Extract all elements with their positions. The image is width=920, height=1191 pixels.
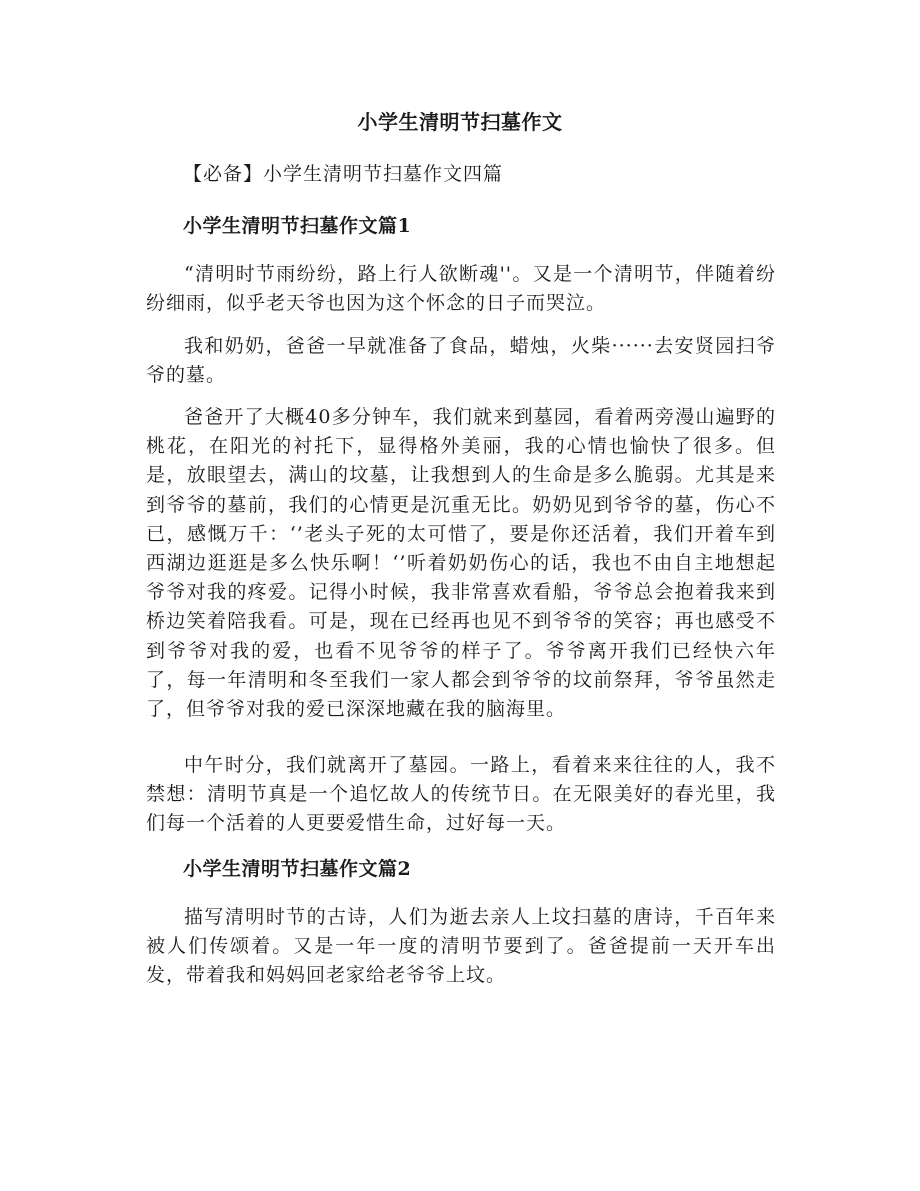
- paragraph-1-4: 中午时分，我们就离开了墓园。一路上，看着来来往往的人，我不禁想：清明节真是一个追忆故人的传统节日。在无限美好的春光里，我们每一个活着的人更要爱惜生命，过好每一天。: [146, 754, 776, 835]
- paragraph-1-1: “清明时节雨纷纷，路上行人欲断魂''。又是一个清明节，伴随着纷纷细雨，似乎老天爷也因为这个怀念的日子而哭泣。: [146, 263, 776, 315]
- document-subtitle: 【必备】小学生清明节扫墓作文四篇: [183, 163, 504, 185]
- paragraph-2-1: 描写清明时节的古诗，人们为逝去亲人上坟扫墓的唐诗，千百年来被人们传颂着。又是一年一度的清明节要到了。爸爸提前一天开车出发，带着我和妈妈回老家给老爷爷上坟。: [146, 906, 776, 987]
- section-heading-2: 小学生清明节扫墓作文篇2: [183, 858, 412, 880]
- paragraph-1-2: 我和奶奶，爸爸一早就准备了食品，蜡烛，火柴······去安贤园扫爷爷的墓。: [146, 335, 776, 387]
- section-heading-1: 小学生清明节扫墓作文篇1: [183, 215, 412, 237]
- paragraph-1-3: 爸爸开了大概40多分钟车，我们就来到墓园，看着两旁漫山遍野的桃花，在阳光的衬托下，显得格外美丽，我的心情也愉快了很多。但是，放眼望去，满山的坟墓，让我想到人的生命是多么脆弱。尤其是来到爷爷的墓前，我们的心情更是沉重无比。奶奶见到爷爷的墓，伤心不已，感慨万千：‘’老头子死的太可惜了，要是你还活着，我们开着车到西湖边逛逛是多么快乐啊！‘’听着奶奶伤心的话，我也不由自主地想起爷爷对我的疼爱。记得小时候，我非常喜欢看船，爷爷总会抱着我来到桥边笑着陪我看。可是，现在已经再也见不到爷爷的笑容；再也感受不到爷爷对我的爱，也看不见爷爷的样子了。爷爷离开我们已经快六年了，每一年清明和冬至我们一家人都会到爷爷的坟前祭拜，爷爷虽然走了，但爷爷对我的爱已深深地藏在我的脑海里。: [146, 406, 776, 721]
- document-title: 小学生清明节扫墓作文: [357, 110, 563, 134]
